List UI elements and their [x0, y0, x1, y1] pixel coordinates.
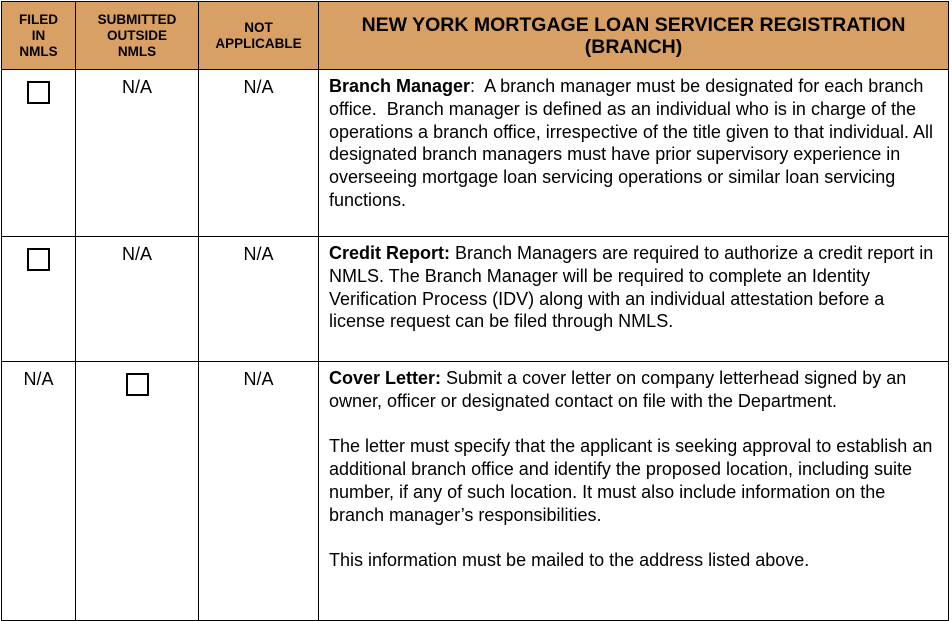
- filed-in-nmls-header: [2, 2, 76, 70]
- submitted-outside-nmls-cell: [76, 362, 199, 621]
- not-applicable-header: [199, 2, 319, 70]
- filed-in-nmls-cell: N/A: [2, 362, 76, 621]
- filed-in-nmls-cell: [2, 237, 76, 362]
- header-text: FILED: [19, 11, 58, 27]
- description-paragraph: [329, 242, 942, 333]
- description-text: A branch manager must be designated for each branch office. Branch manager is defined as an individual who is in charge of the operations a branch office, irrespective of the title given to that individual. All designated branch managers must have prior supervisory experience in overseeing mortgage loan servicing operations or similar loan servicing functions.: [329, 76, 939, 210]
- table-row-branch-manager: [2, 70, 949, 237]
- table-row-credit-report: [2, 237, 949, 362]
- description-paragraph: The letter must specify that the applicant is seeking approval to establish an additional branch office and identify the proposed location, including suite number, if any of such location. It must also include information on the branch manager’s responsibilities.: [329, 436, 933, 525]
- description-text: Submit a cover letter on company letterhead signed by an owner, officer or designated contact on file with the Department.: [329, 368, 912, 411]
- requirement-description: [319, 70, 949, 237]
- filed-in-nmls-checkbox[interactable]: [27, 81, 50, 104]
- requirement-title: Branch Manager: [329, 76, 471, 96]
- header-text: IN: [31, 27, 46, 43]
- title-line: NEW YORK MORTGAGE LOAN SERVICER REGISTRATION: [361, 13, 906, 36]
- header-text: SUBMITTED: [97, 11, 177, 27]
- title-subline: (BRANCH): [584, 35, 683, 58]
- requirement-title: Credit Report:: [329, 243, 450, 263]
- submitted-outside-nmls-cell: N/A: [76, 237, 199, 362]
- submitted-outside-nmls-checkbox[interactable]: [126, 373, 149, 396]
- not-applicable-cell: N/A: [199, 70, 319, 237]
- requirement-description: [319, 237, 949, 362]
- description-paragraph: [329, 367, 942, 413]
- document-title-header: [319, 2, 949, 70]
- description-paragraph: This information must be mailed to the address listed above.: [329, 550, 810, 571]
- title-suffix: :: [470, 76, 476, 96]
- submitted-outside-nmls-cell: N/A: [76, 70, 199, 237]
- not-applicable-cell: N/A: [199, 362, 319, 621]
- submitted-outside-nmls-header: [76, 2, 199, 70]
- header-text: APPLICABLE: [215, 35, 302, 51]
- filed-in-nmls-checkbox[interactable]: [27, 248, 50, 271]
- header-text: NMLS: [19, 43, 58, 59]
- filed-in-nmls-cell: [2, 70, 76, 237]
- header-text: OUTSIDE: [106, 27, 167, 43]
- header-text: NOT: [244, 19, 273, 35]
- header-row: [2, 2, 949, 70]
- description-paragraph: [329, 75, 942, 212]
- not-applicable-cell: N/A: [199, 237, 319, 362]
- registration-checklist-table: [1, 1, 949, 621]
- description-text: Branch Managers are required to authorize a credit report in NMLS. The Branch Manager will be required to complete an Identity Verification Process (IDV) along with an individual attestation before a license request can be filed through NMLS.: [329, 243, 939, 332]
- header-text: NMLS: [117, 43, 157, 59]
- requirement-title: Cover Letter:: [329, 368, 442, 388]
- requirement-description: [319, 362, 949, 621]
- table-row-cover-letter: [2, 362, 949, 621]
